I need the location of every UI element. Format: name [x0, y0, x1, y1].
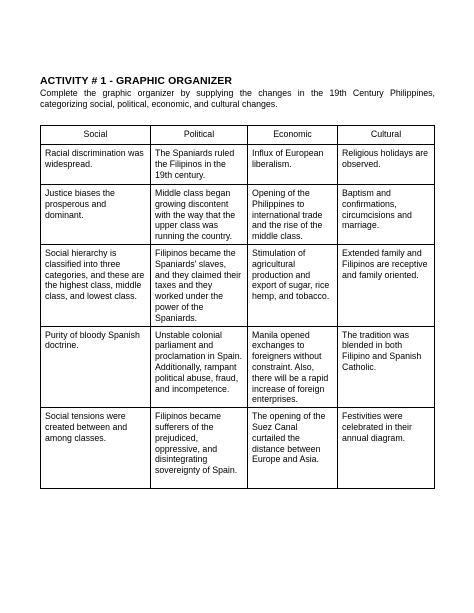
cell-political: Unstable colonial parliament and proclamation in Spain. Additionally, rampant political abuse, fraud, and incompetence.: [151, 326, 248, 408]
cell-economic: Stimulation of agricultural production and export of sugar, rice hemp, and tobacco.: [248, 244, 338, 326]
cell-economic: The opening of the Suez Canal curtailed the distance between Europe and Asia.: [248, 408, 338, 489]
cell-political: Filipinos became sufferers of the prejudiced, oppressive, and disintegrating sovereignty of Spain.: [151, 408, 248, 489]
graphic-organizer-table: [40, 125, 435, 489]
cell-social: Social tensions were created between and among classes.: [41, 408, 151, 489]
header-social: Social: [41, 126, 151, 145]
cell-economic: Manila opened exchanges to foreigners without constraint. Also, there will be a rapid increase of foreign enterprises.: [248, 326, 338, 408]
header-cultural: Cultural: [338, 126, 435, 145]
cell-cultural: Baptism and confirmations, circumcisions and marriage.: [338, 185, 435, 245]
cell-cultural: Festivities were celebrated in their annual diagram.: [338, 408, 435, 489]
cell-social: Social hierarchy is classified into three categories, and these are the highest class, middle class, and lowest class.: [41, 244, 151, 326]
cell-cultural: Religious holidays are observed.: [338, 145, 435, 185]
cell-social: Purity of bloody Spanish doctrine.: [41, 326, 151, 408]
activity-title: ACTIVITY # 1 - GRAPHIC ORGANIZER: [40, 75, 233, 87]
table-row: [41, 185, 435, 245]
table-row: [41, 408, 435, 489]
header-political: Political: [151, 126, 248, 145]
cell-political: Middle class began growing discontent with the way that the upper class was running the country.: [151, 185, 248, 245]
table-row: [41, 326, 435, 408]
cell-economic: Opening of the Philippines to international trade and the rise of the middle class.: [248, 185, 338, 245]
instructions-text: Complete the graphic organizer by supplying the changes in the 19th Century Philippines, categorizing social, political, economic, and cultural changes.: [40, 88, 435, 109]
cell-social: Racial discrimination was widespread.: [41, 145, 151, 185]
table-row: [41, 244, 435, 326]
cell-political: Filipinos became the Spaniards' slaves, and they claimed their taxes and they worked under the power of the Spaniards.: [151, 244, 248, 326]
cell-cultural: Extended family and Filipinos are receptive and family oriented.: [338, 244, 435, 326]
table-row: [41, 145, 435, 185]
cell-economic: Influx of European liberalism.: [248, 145, 338, 185]
cell-social: Justice biases the prosperous and dominant.: [41, 185, 151, 245]
cell-cultural: The tradition was blended in both Filipino and Spanish Catholic.: [338, 326, 435, 408]
header-row: [41, 126, 435, 145]
header-economic: Economic: [248, 126, 338, 145]
cell-political: The Spaniards ruled the Filipinos in the 19th century.: [151, 145, 248, 185]
